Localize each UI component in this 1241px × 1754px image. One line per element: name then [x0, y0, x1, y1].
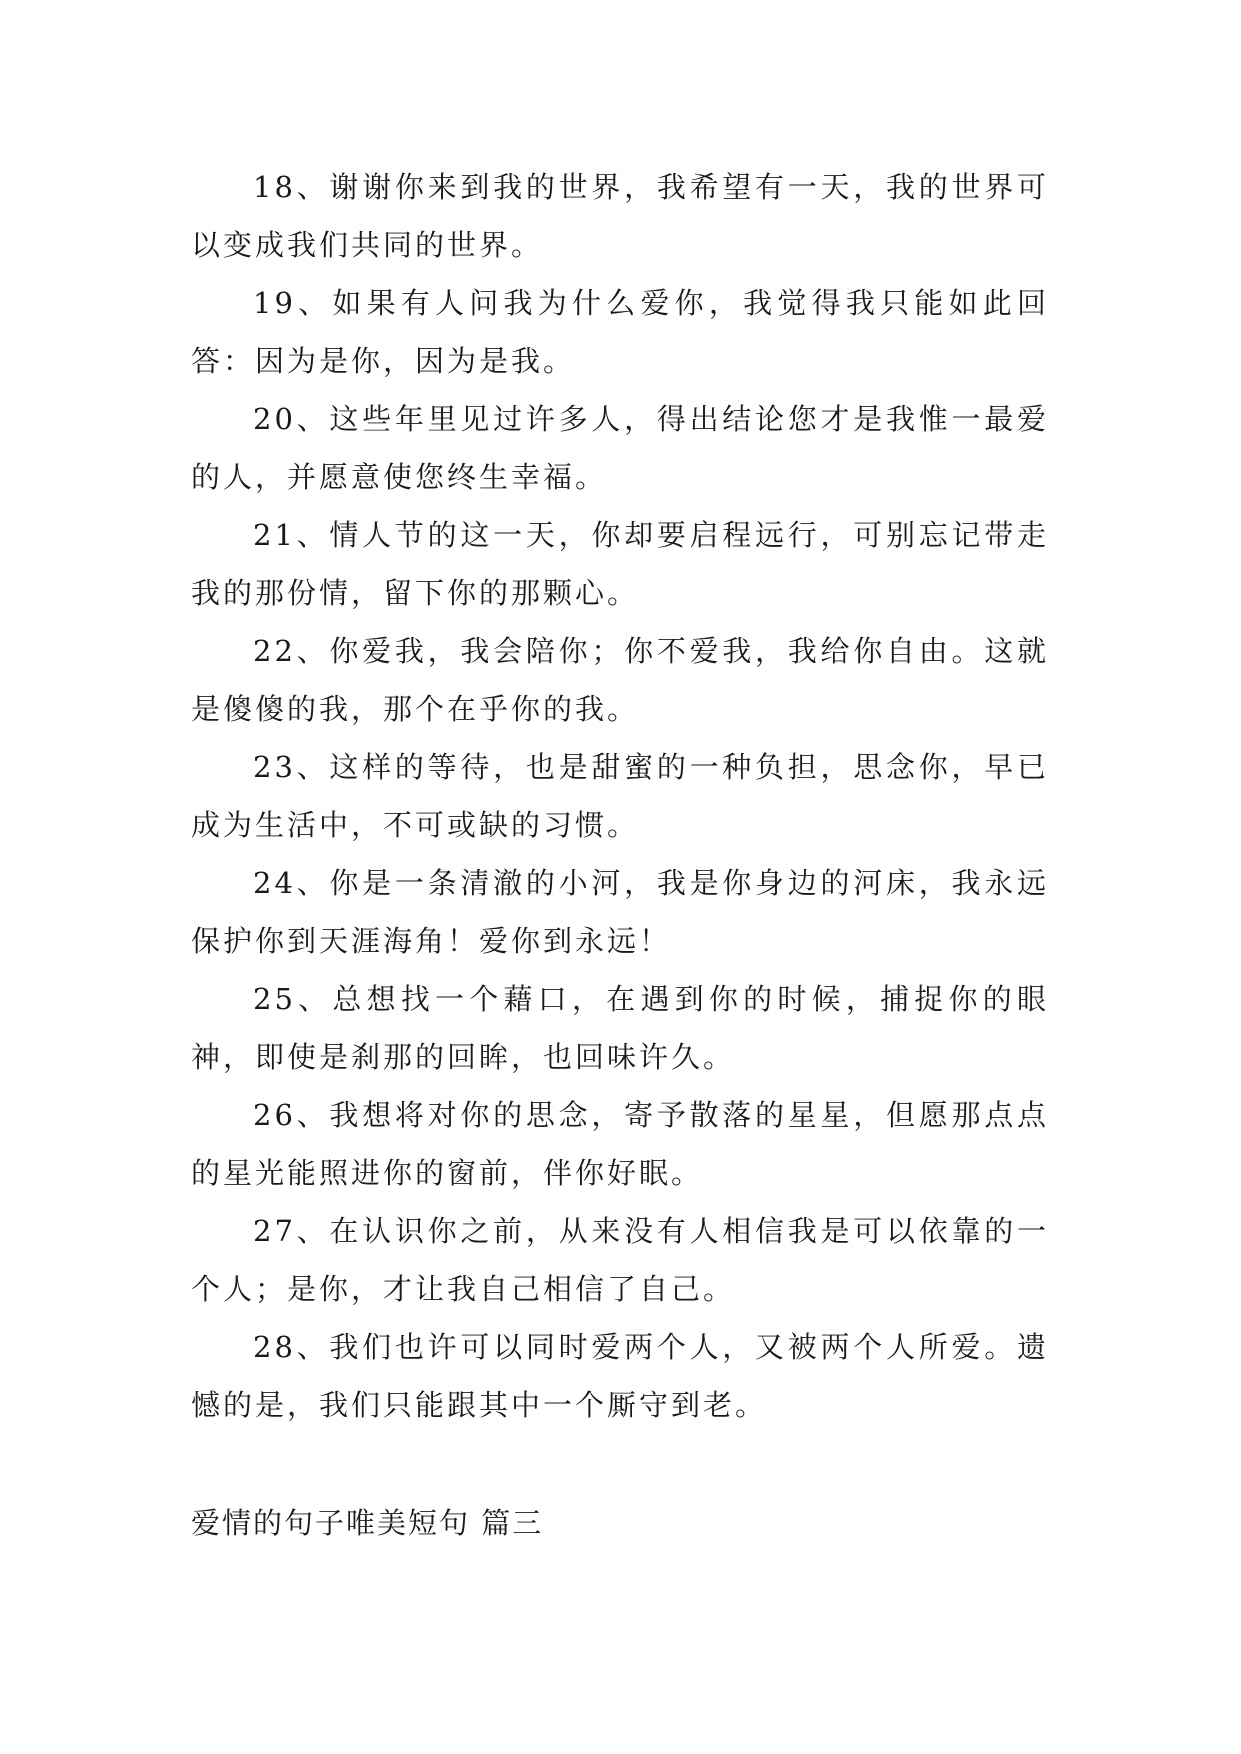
section-heading: 爱情的句子唯美短句 篇三 [191, 1506, 544, 1540]
paragraph-23: 23、这样的等待，也是甜蜜的一种负担，思念你，早已成为生活中，不可或缺的习惯。 [191, 750, 1049, 842]
paragraph-21: 21、情人节的这一天，你却要启程远行，可别忘记带走我的那份情，留下你的那颗心。 [191, 518, 1049, 610]
paragraph-28: 28、我们也许可以同时爱两个人，又被两个人所爱。遗憾的是，我们只能跟其中一个厮守到老。 [191, 1330, 1049, 1422]
paragraph-24: 24、你是一条清澈的小河，我是你身边的河床，我永远保护你到天涯海角！爱你到永远！ [191, 866, 1049, 958]
paragraph-25: 25、总想找一个藉口，在遇到你的时候，捕捉你的眼神，即使是刹那的回眸，也回味许久。 [191, 982, 1049, 1074]
paragraph-20: 20、这些年里见过许多人，得出结论您才是我惟一最爱的人，并愿意使您终生幸福。 [191, 402, 1049, 494]
paragraph-18: 18、谢谢你来到我的世界，我希望有一天，我的世界可以变成我们共同的世界。 [191, 170, 1049, 262]
document-body [191, 158, 1049, 1434]
paragraph-26: 26、我想将对你的思念，寄予散落的星星，但愿那点点的星光能照进你的窗前，伴你好眠。 [191, 1098, 1049, 1190]
paragraph-22: 22、你爱我，我会陪你；你不爱我，我给你自由。这就是傻傻的我，那个在乎你的我。 [191, 634, 1049, 726]
paragraph-27: 27、在认识你之前，从来没有人相信我是可以依靠的一个人；是你，才让我自己相信了自己。 [191, 1214, 1049, 1306]
paragraph-19: 19、如果有人问我为什么爱你，我觉得我只能如此回答：因为是你，因为是我。 [191, 286, 1049, 378]
